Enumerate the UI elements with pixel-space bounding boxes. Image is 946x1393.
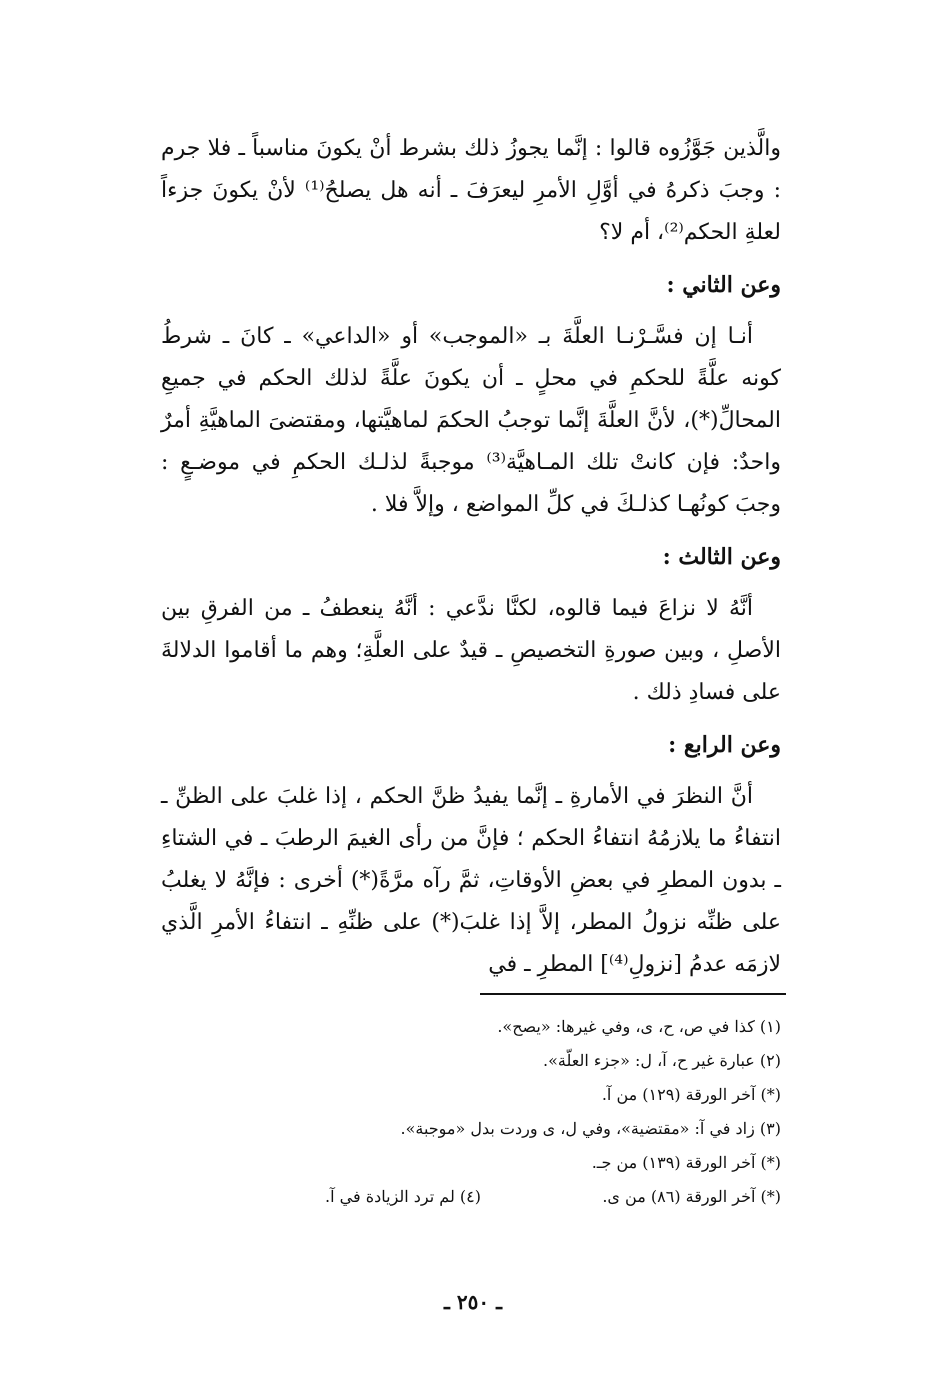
- footnote-1: (١) كذا في ص، ح، ى، وفي غيرها: «يصح».: [497, 1017, 781, 1036]
- main-text-block: [161, 128, 781, 986]
- footnote-2: (٢) عبارة غير ح، آ، ل: «جزء العلّة».: [542, 1051, 781, 1070]
- paragraph-1: والَّذين جَوَّزُوه قالوا : إنَّما يجوزُ ذلك بشرط أنْ يكونَ مناسباً ـ فلا جرم : وجبَ ذكرهُ في أوَّلِ الأمرِ ليعرَفَ ـ أنه هل يصلحُ⁽¹⁾ لأنْ يكونَ جزءاً لعلةِ الحكم⁽²⁾، أم لا؟: [161, 136, 781, 245]
- paragraph-3: أنَّهُ لا نزاعَ فيما قالوه، لكنَّا ندَّعي : أنَّهُ ينعطفُ ـ من الفرقِ بين الأصلِ ، وبين صورةِ التخصيصِ ـ قيدٌ على العلَّةِ؛ وهم ما أقاموا الدلالةَ على فسادِ ذلك .: [161, 596, 781, 705]
- footnotes-block: [161, 1010, 781, 1214]
- footnote-3: (٣) زاد في آ: «مقتضية»، وفي ل، ى وردت بدل «موجبة».: [400, 1119, 781, 1138]
- footnote-star-2: (*) آخر الورقة (١٣٩) من جـ.: [591, 1153, 781, 1172]
- footnote-divider: [480, 993, 786, 995]
- heading-third: وعن الثالث :: [662, 544, 781, 570]
- footnote-star-1: (*) آخر الورقة (١٢٩) من آ.: [601, 1085, 781, 1104]
- paragraph-4: أنَّ النظرَ في الأمارةِ ـ إنَّما يفيدُ ظنَّ الحكم ، إذا غلبَ على الظنِّ ـ انتفاءُ ما يلازمُهُ انتفاءُ الحكم ؛ فإنَّ من رأى الغيمَ الرطبَ ـ في الشتاءِ ـ بدون المطرِ في بعضِ الأوقاتِ، ثمَّ رآه مرَّةً(*) أخرى : فإنَّهُ لا يغلبُ على ظنِّه نزولُ المطر، إلاَّ إذا غلبَ(*) على ظنِّهِ ـ انتفاءُ الأمرِ الَّذي لازمَه عدمُ [نزولِ⁽⁴⁾] المطرِ ـ في: [161, 784, 781, 977]
- heading-fourth: وعن الرابع :: [668, 732, 781, 758]
- heading-second: وعن الثاني :: [666, 272, 781, 298]
- footnote-4: (٤) لم ترد الزيادة في آ.: [325, 1187, 481, 1206]
- page-number: ـ ٢٥٠ ـ: [444, 1290, 502, 1314]
- paragraph-2: أنـا إن فسَّـرْنـا العلَّةَ بـ «الموجب» أو «الداعي» ـ كانَ ـ شرطُ كونه علَّةً للحكمِ في محلٍ ـ أن يكونَ علَّةً لذلك الحكم في جميعِ المحالِّ(*)، لأنَّ العلَّةَ إنَّما توجبُ الحكمَ لماهيَّتها، ومقتضىَ الماهيَّةِ أمرٌ واحدٌ: فإن كانتْ تلك المـاهيَّة⁽³⁾ موجبةً لذلـك الحكمِ في موضـعٍ : وجبَ كونُهـا كذلـكَ في كلِّ المواضع ، وإلاَّ فلا .: [161, 324, 781, 517]
- footnote-row-last: [161, 1180, 781, 1214]
- footnote-star-3: (*) آخر الورقة (٨٦) من ى.: [602, 1187, 781, 1206]
